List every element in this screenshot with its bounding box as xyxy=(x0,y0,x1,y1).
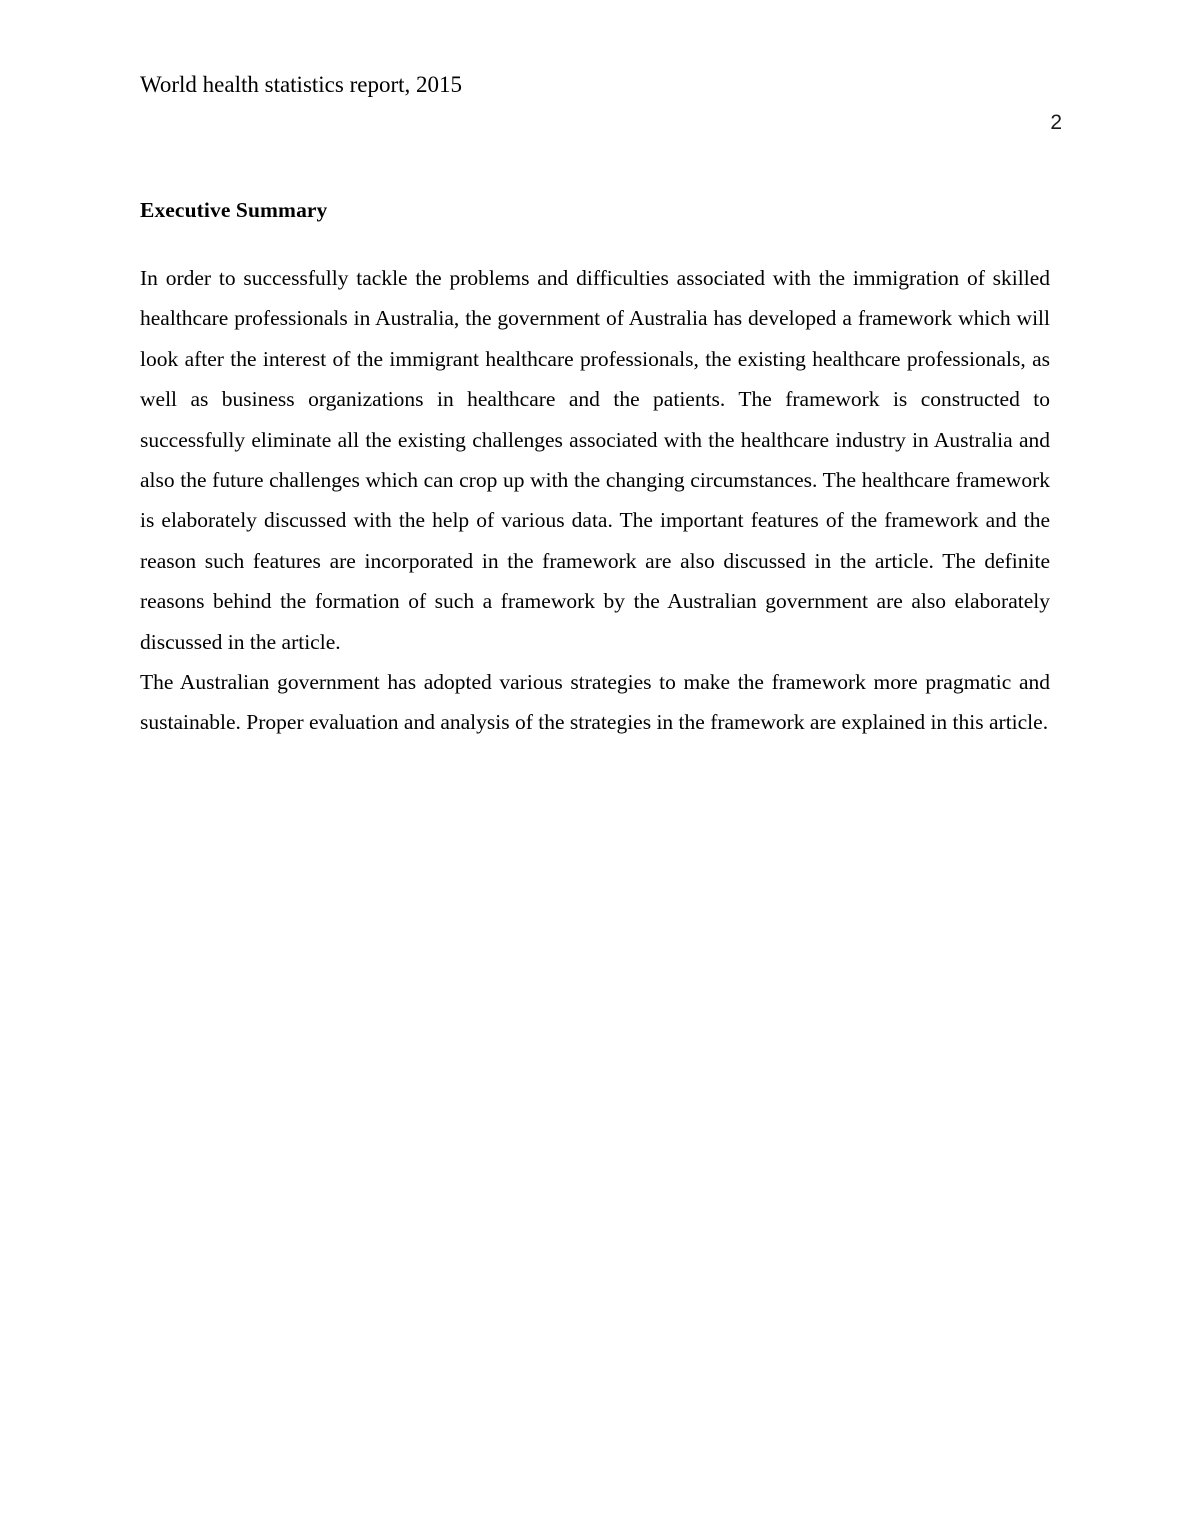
section-heading-executive-summary: Executive Summary xyxy=(140,198,328,222)
body-paragraph: In order to successfully tackle the problems and difficulties associated with the immigration of skilled healthcare professionals in Australia, the government of Australia has developed a framework which will look after the interest of the immigrant healthcare professionals, the existing healthcare professionals, as well as business organizations in healthcare and the patients. The framework is constructed to successfully eliminate all the existing challenges associated with the healthcare industry in Australia and also the future challenges which can crop up with the changing circumstances. The healthcare framework is elaborately discussed with the help of various data. The important features of the framework and the reason such features are incorporated in the framework are also discussed in the article. The definite reasons behind the formation of such a framework by the Australian government are also elaborately discussed in the article. xyxy=(140,266,1050,654)
body-text xyxy=(140,258,1050,743)
body-column xyxy=(140,196,1050,743)
running-header xyxy=(140,70,1050,104)
page-number: 2 xyxy=(1050,111,1062,134)
body-paragraph: The Australian government has adopted various strategies to make the framework more pragmatic and sustainable. Proper evaluation and analysis of the strategies in the framework are explained in this article. xyxy=(140,670,1050,735)
running-header-title: World health statistics report, 2015 xyxy=(140,72,462,97)
